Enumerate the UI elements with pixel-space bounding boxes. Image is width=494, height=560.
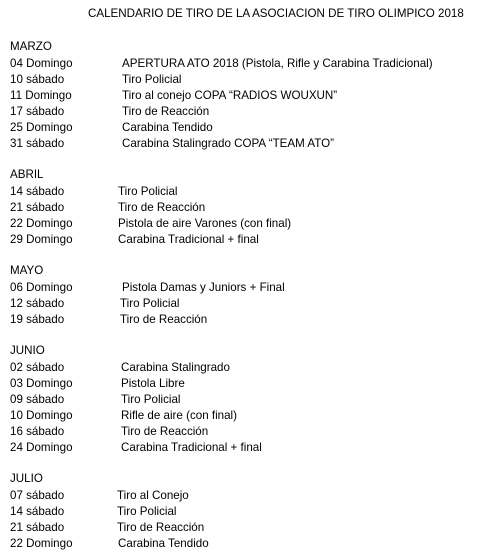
document-title: CALENDARIO DE TIRO DE LA ASOCIACION DE TIRO OLIMPICO 2018 xyxy=(88,7,464,20)
event-date: 22 Domingo xyxy=(10,537,73,550)
event-date: 09 sábado xyxy=(10,393,65,406)
event-date: 11 Domingo xyxy=(10,89,72,102)
event-name: Pistola Damas y Juniors + Final xyxy=(122,281,285,294)
event-name: Tiro de Reacción xyxy=(118,201,206,214)
event-date: 04 Domingo xyxy=(10,57,73,70)
event-date: 14 sábado xyxy=(10,505,65,518)
month-heading-mayo: MAYO xyxy=(10,264,44,277)
event-date: 22 Domingo xyxy=(10,217,73,230)
event-date: 16 sábado xyxy=(10,425,65,438)
month-heading-abril: ABRIL xyxy=(10,168,44,181)
event-date: 31 sábado xyxy=(10,137,65,150)
event-date: 25 Domingo xyxy=(10,121,73,134)
event-date: 14 sábado xyxy=(10,185,65,198)
event-name: Carabina Tendido xyxy=(122,121,213,134)
event-date: 02 sábado xyxy=(10,361,65,374)
event-date: 06 Domingo xyxy=(10,281,73,294)
event-date: 29 Domingo xyxy=(10,233,73,246)
event-name: Tiro Policial xyxy=(120,297,180,310)
event-name: Tiro Policial xyxy=(118,185,178,198)
event-date: 19 sábado xyxy=(10,313,65,326)
event-date: 17 sábado xyxy=(10,105,65,118)
event-name: Tiro de Reacción xyxy=(122,105,210,118)
month-heading-julio: JULIO xyxy=(10,472,43,485)
event-date: 10 Domingo xyxy=(10,409,73,422)
event-name: Tiro de Reacción xyxy=(120,313,208,326)
event-name: Tiro al Conejo xyxy=(117,489,189,502)
event-date: 03 Domingo xyxy=(10,377,73,390)
month-heading-junio: JUNIO xyxy=(10,344,45,357)
event-name: Tiro al conejo COPA “RADIOS WOUXUN” xyxy=(122,89,338,102)
event-name: Tiro Policial xyxy=(117,505,177,518)
event-name: APERTURA ATO 2018 (Pistola, Rifle y Carabina Tradicional) xyxy=(122,57,433,70)
event-name: Carabina Stalingrado xyxy=(121,361,230,374)
event-date: 21 sábado xyxy=(10,201,65,214)
event-date: 24 Domingo xyxy=(10,441,73,454)
event-name: Pistola Libre xyxy=(121,377,185,390)
event-name: Rifle de aire (con final) xyxy=(121,409,237,422)
event-name: Pistola de aire Varones (con final) xyxy=(118,217,292,230)
event-name: Tiro de Reacción xyxy=(117,521,205,534)
event-date: 12 sábado xyxy=(10,297,65,310)
event-date: 07 sábado xyxy=(10,489,65,502)
event-name: Carabina Tradicional + final xyxy=(121,441,262,454)
event-name: Carabina Tradicional + final xyxy=(118,233,259,246)
event-date: 10 sábado xyxy=(10,73,65,86)
event-name: Tiro Policial xyxy=(122,73,182,86)
event-date: 21 sábado xyxy=(10,521,65,534)
event-name: Carabina Stalingrado COPA “TEAM ATO” xyxy=(122,137,334,150)
event-name: Tiro Policial xyxy=(121,393,181,406)
event-name: Tiro de Reacción xyxy=(121,425,209,438)
month-heading-marzo: MARZO xyxy=(10,40,52,53)
event-name: Carabina Tendido xyxy=(118,537,209,550)
